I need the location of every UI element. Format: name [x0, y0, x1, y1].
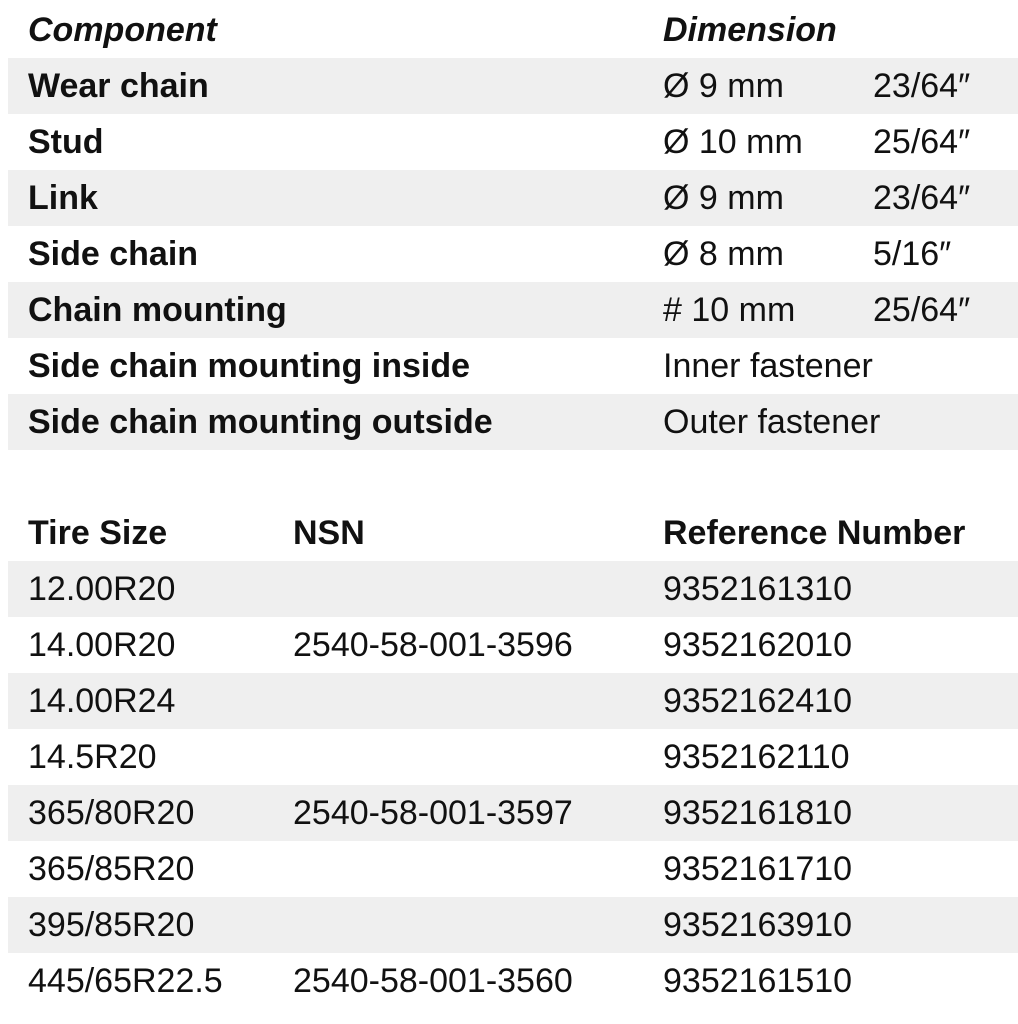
- dimension-imperial: 5/16″: [873, 235, 952, 273]
- component-name: Side chain mounting inside: [28, 347, 471, 385]
- component-table-header: [8, 2, 1018, 58]
- dimension-metric: Ø 8 mm: [663, 235, 784, 273]
- component-name: Side chain: [28, 235, 199, 273]
- dimension-imperial: 25/64″: [873, 123, 971, 161]
- component-name: Side chain mounting outside: [28, 403, 493, 441]
- tire-nsn: 2540-58-001-3596: [293, 626, 573, 664]
- table-row: [8, 58, 1018, 114]
- tire-reference: 9352161510: [663, 962, 853, 1000]
- tire-reference: 9352162010: [663, 626, 853, 664]
- dimension-metric: Ø 9 mm: [663, 179, 784, 217]
- tire-reference: 9352161810: [663, 794, 853, 832]
- tire-size: 14.00R20: [28, 626, 176, 664]
- dimension-metric: Ø 9 mm: [663, 67, 784, 105]
- tire-reference: 9352162410: [663, 682, 853, 720]
- component-name: Chain mounting: [28, 291, 287, 329]
- component-name: Wear chain: [28, 67, 209, 105]
- tire-nsn: 2540-58-001-3597: [293, 794, 573, 832]
- table-row: [8, 617, 1018, 673]
- tire-size: 395/85R20: [28, 906, 195, 944]
- tire-size: 365/85R20: [28, 850, 195, 888]
- tire-size: 365/80R20: [28, 794, 195, 832]
- table-row: [8, 226, 1018, 282]
- dimension-metric: Outer fastener: [663, 403, 881, 441]
- dimension-metric: # 10 mm: [663, 291, 796, 329]
- header-nsn: NSN: [293, 514, 365, 552]
- dimension-metric: Ø 10 mm: [663, 123, 803, 161]
- table-row: [8, 785, 1018, 841]
- table-row: [8, 170, 1018, 226]
- header-tire-size: Tire Size: [28, 514, 168, 552]
- tire-reference: 9352161710: [663, 850, 853, 888]
- tire-reference: 9352163910: [663, 906, 853, 944]
- tire-table-header: [8, 505, 1018, 561]
- table-row: [8, 673, 1018, 729]
- tire-size: 14.00R24: [28, 682, 176, 720]
- component-name: Stud: [28, 123, 104, 161]
- tire-reference-table: [8, 505, 1018, 1009]
- table-row: [8, 561, 1018, 617]
- table-row: [8, 282, 1018, 338]
- tire-size: 445/65R22.5: [28, 962, 223, 1000]
- header-dimension: Dimension: [663, 11, 837, 49]
- tire-size: 12.00R20: [28, 570, 176, 608]
- tire-size: 14.5R20: [28, 738, 157, 776]
- table-row: [8, 841, 1018, 897]
- table-row: [8, 897, 1018, 953]
- table-row: [8, 729, 1018, 785]
- header-component: Component: [28, 11, 217, 49]
- header-reference-number: Reference Number: [663, 514, 966, 552]
- table-row: [8, 394, 1018, 450]
- table-row: [8, 338, 1018, 394]
- dimension-imperial: 25/64″: [873, 291, 971, 329]
- component-name: Link: [28, 179, 98, 217]
- dimension-metric: Inner fastener: [663, 347, 873, 385]
- component-dimension-table: [8, 2, 1018, 450]
- tire-nsn: 2540-58-001-3560: [293, 962, 573, 1000]
- dimension-imperial: 23/64″: [873, 179, 971, 217]
- tire-reference: 9352162110: [663, 738, 850, 776]
- dimension-imperial: 23/64″: [873, 67, 971, 105]
- tire-reference: 9352161310: [663, 570, 853, 608]
- table-row: [8, 114, 1018, 170]
- table-row: [8, 953, 1018, 1009]
